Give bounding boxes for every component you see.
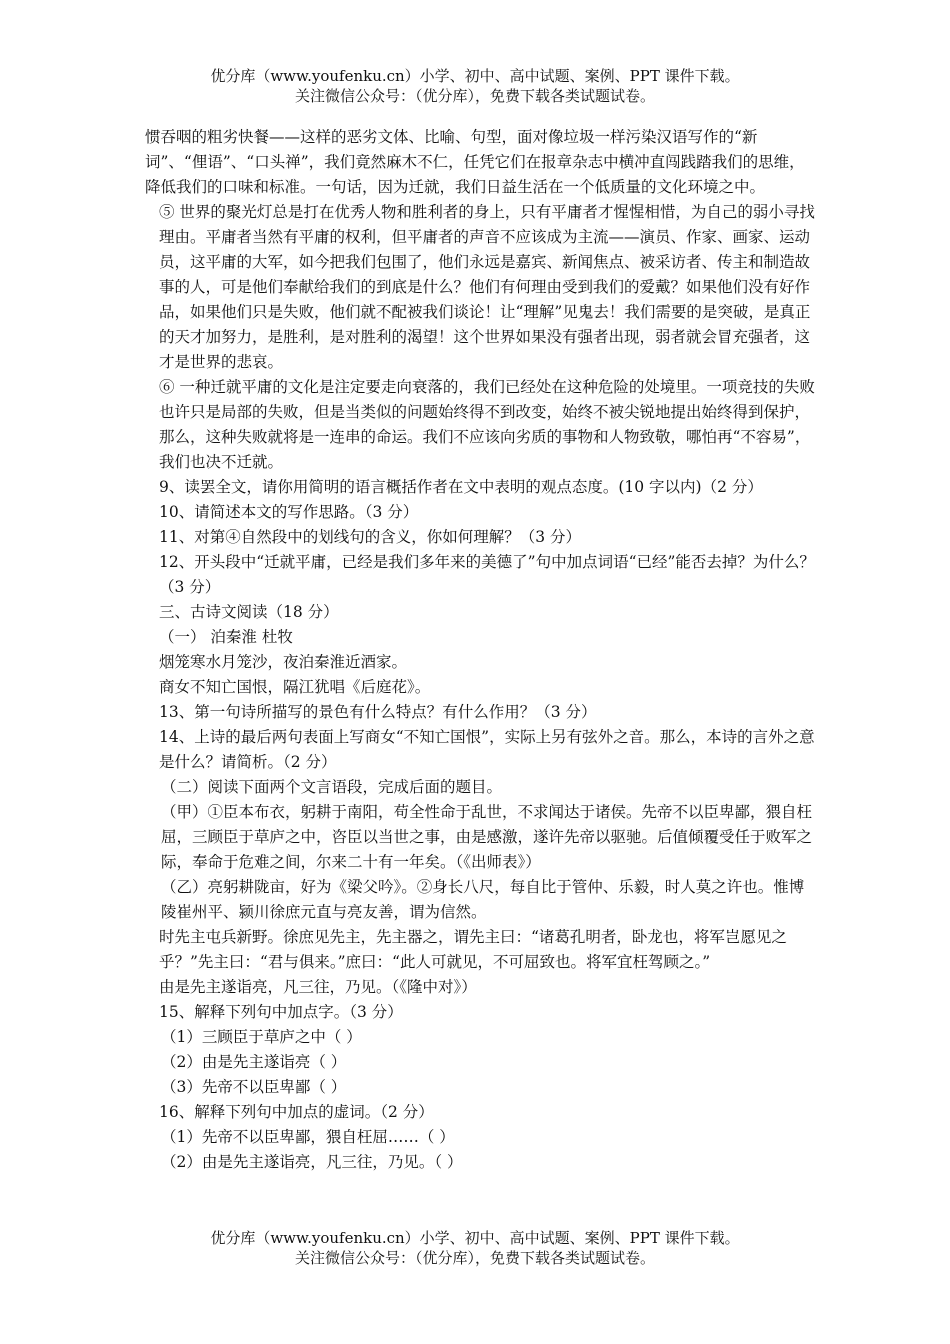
question-15-item-1: （1）三顾臣于草庐之中（ ） <box>161 1028 362 1046</box>
passage-jia: （甲）①臣本布衣，躬耕于南阳，苟全性命于乱世，不求闻达于诸侯。先帝不以臣卑鄙，猥自枉屈，三顾臣于草庐之中，咨臣以当世之事，由是感激，遂许先帝以驱驰。后值倾覆受任于败军之际，奉命于危难之间，尔来二十有一年矣。（《出师表》） <box>161 803 813 871</box>
question-15-item-2: （2）由是先主遂诣亮（ ） <box>161 1053 347 1071</box>
question-12: 12、开头段中“迁就平庸，已经是我们多年来的美德了”句中加点词语“已经”能否去掉？为什么？（3 分） <box>159 553 815 596</box>
header-line-2: 关注微信公众号：（优分库），免费下载各类试题试卷。 <box>294 87 655 105</box>
question-15: 15、解释下列句中加点字。（3 分） <box>159 1003 403 1021</box>
paragraph-6: ⑥ 一种迁就平庸的文化是注定要走向衰落的，我们已经处在这种危险的处境里。一项竞技的失败也许只是局部的失败，但是当类似的问题始终得不到改变，始终不被尖锐地提出始终得到保护，那么，这种失败就将是一连串的命运。我们不应该向劣质的事物和人物致敬，哪怕再“不容易”，我们也决不迁就。 <box>159 378 815 471</box>
passage-yi-dialogue: 时先主屯兵新野。徐庶见先主，先主器之，谓先主曰：“诸葛孔明者，卧龙也，将军岂愿见之乎？”先主曰：“君与俱来。”庶曰：“此人可就见，不可屈致也。将军宜枉驾顾之。” <box>159 928 787 971</box>
question-11: 11、对第④自然段中的划线句的含义，你如何理解？（3 分） <box>159 528 582 546</box>
footer-line-2: 关注微信公众号：（优分库），免费下载各类试题试卷。 <box>294 1249 655 1267</box>
page-header <box>0 66 950 106</box>
poem-line-2: 商女不知亡国恨，隔江犹唱《后庭花》。 <box>159 678 431 696</box>
question-13: 13、第一句诗所描写的景色有什么特点？有什么作用？（3 分） <box>159 703 597 721</box>
section-3-heading: 三、古诗文阅读（18 分） <box>159 603 339 621</box>
page-footer <box>0 1228 950 1268</box>
question-14: 14、上诗的最后两句表面上写商女“不知亡国恨”，实际上另有弦外之音。那么，本诗的言外之意是什么？请简析。（2 分） <box>159 728 815 771</box>
question-16-item-2: （2）由是先主遂诣亮，凡三往，乃见。（ ） <box>161 1153 463 1171</box>
question-9: 9、读罢全文，请你用简明的语言概括作者在文中表明的观点态度。(10 字以内)（2 分） <box>159 478 763 496</box>
document-body <box>145 125 815 1175</box>
question-15-item-3: （3）先帝不以臣卑鄙（ ） <box>161 1078 347 1096</box>
passage-yi-ending: 由是先主遂诣亮，凡三往，乃见。（《隆中对》） <box>159 978 477 996</box>
question-10: 10、请简述本文的写作思路。（3 分） <box>159 503 419 521</box>
question-16: 16、解释下列句中加点的虚词。（2 分） <box>159 1103 434 1121</box>
paragraph-5: ⑤ 世界的聚光灯总是打在优秀人物和胜利者的身上，只有平庸者才惺惺相惜，为自己的弱小寻找理由。平庸者当然有平庸的权利，但平庸者的声音不应该成为主流——演员、作家、画家、运动员，这平庸的大军，如今把我们包围了，他们永远是嘉宾、新闻焦点、被采访者、传主和制造故事的人，可是他们奉献给我们的到底是什么？他们有何理由受到我们的爱戴？如果他们没有好作品，如果他们只是失败，他们就不配被我们谈论！让“理解”见鬼去！我们需要的是突破，是真正的天才加努力，是胜利，是对胜利的渴望！这个世界如果没有强者出现，弱者就会冒充强者，这才是世界的悲哀。 <box>159 203 815 371</box>
passage-yi: （乙）亮躬耕陇亩，好为《梁父吟》。②身长八尺，每自比于管仲、乐毅，时人莫之许也。惟博陵崔州平、颍川徐庶元直与亮友善，谓为信然。 <box>161 878 805 921</box>
header-line-1: 优分库（www.youfenku.cn）小学、初中、高中试题、案例、PPT 课件下载。 <box>210 67 740 85</box>
question-16-item-1: （1）先帝不以臣卑鄙，猥自枉屈……（ ） <box>161 1128 455 1146</box>
poem-line-1: 烟笼寒水月笼沙，夜泊秦淮近酒家。 <box>159 653 408 671</box>
footer-line-1: 优分库（www.youfenku.cn）小学、初中、高中试题、案例、PPT 课件下载。 <box>210 1229 740 1247</box>
paragraph-continued: 惯吞咽的粗劣快餐——这样的恶劣文体、比喻、句型，面对像垃圾一样污染汉语写作的“新词”、“俚语”、“口头禅”，我们竟然麻木不仁，任凭它们在报章杂志中横冲直闯践踏我们的思维，降低我们的口味和标准。一句话，因为迁就，我们日益生活在一个低质量的文化环境之中。 <box>145 128 805 196</box>
poem-title: （一） 泊秦淮 杜牧 <box>159 628 293 646</box>
classical-reading-heading: （二）阅读下面两个文言语段，完成后面的题目。 <box>161 778 503 796</box>
